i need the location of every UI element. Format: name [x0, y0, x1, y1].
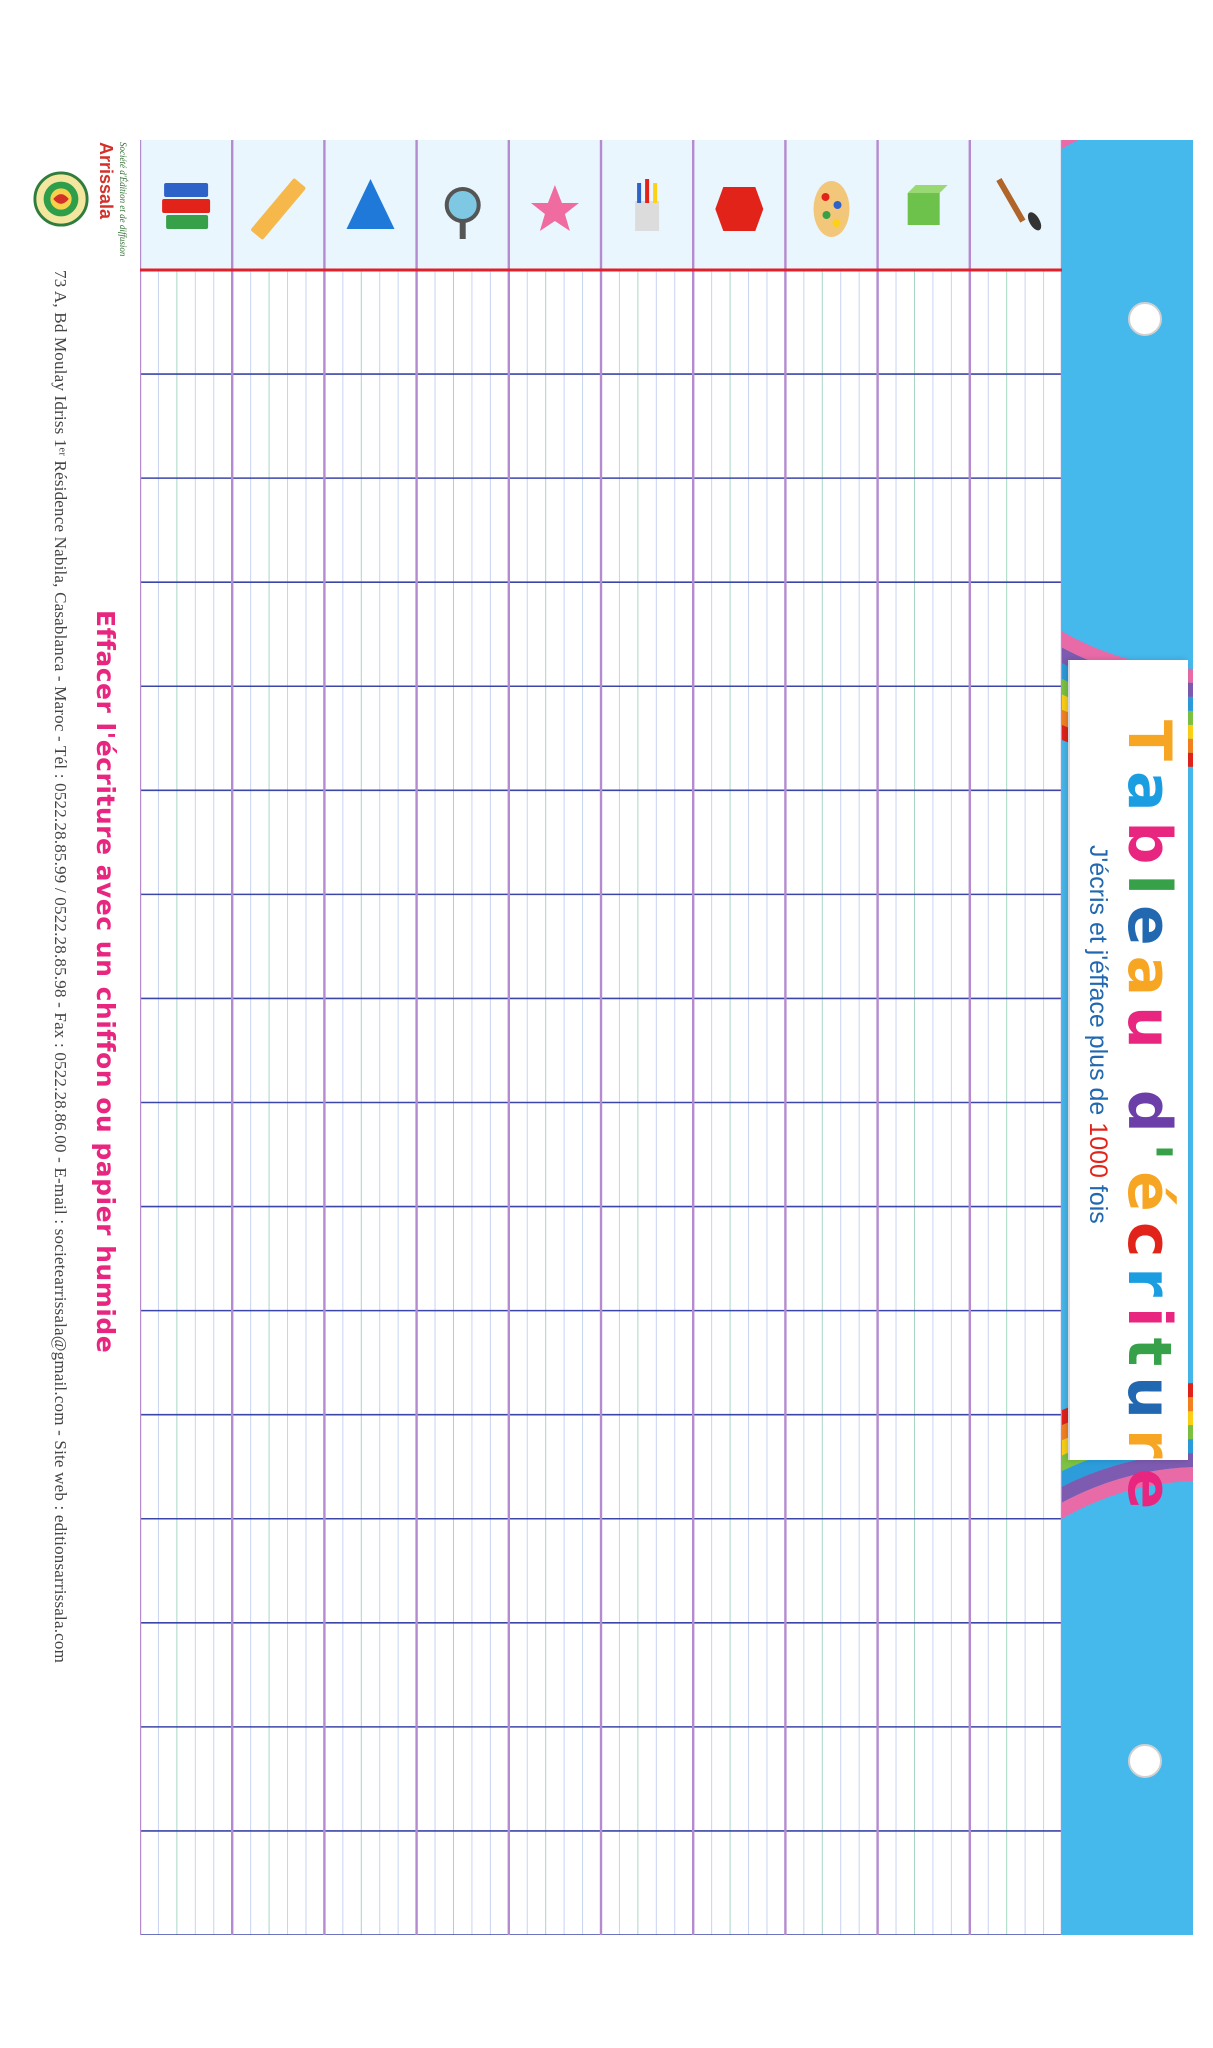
board-title: [1114, 720, 1184, 1519]
title-letter: i: [1114, 1306, 1184, 1338]
subtitle-number: 1000: [1084, 1122, 1112, 1178]
title-letter: l: [1114, 874, 1184, 905]
board-subtitle: [1083, 845, 1112, 1224]
title-letter: u: [1114, 1376, 1184, 1429]
hanging-hole-bottom: [1128, 1744, 1162, 1778]
title-letter: b: [1114, 821, 1184, 875]
paint-palette-icon: [814, 181, 850, 237]
red-prism-icon: [715, 187, 763, 231]
title-letter: r: [1114, 1428, 1184, 1469]
grid-lines: [140, 140, 1062, 1935]
title-letter: é: [1114, 1171, 1184, 1222]
subtitle-text-after: fois: [1084, 1177, 1112, 1224]
title-letter: a: [1114, 770, 1184, 822]
publisher-name: Arrissala: [96, 142, 116, 220]
title-letter: d: [1114, 1089, 1184, 1143]
title-letter: T: [1114, 720, 1184, 771]
publisher-address: 73 A, Bd Moulay Idriss 1ᵉʳ Résidence Nabila, Casablanca - Maroc - Tél : 0522.28.85.99 / 0522.28.85.98 - Fax : 0522.28.86.00 - E-mail : societearrissala@gmail.com - Site web : editionsarrissala.com: [51, 270, 70, 1664]
subtitle-text-before: J'écris et j'éfface plus de: [1084, 845, 1112, 1123]
title-letter: t: [1114, 1337, 1184, 1377]
title-letter: u: [1114, 1006, 1184, 1059]
hanging-hole-top: [1128, 302, 1162, 336]
title-letter: e: [1114, 1468, 1184, 1520]
title-letter: c: [1114, 1221, 1184, 1268]
publisher-logo: [32, 170, 90, 228]
title-letter: r: [1114, 1267, 1184, 1307]
erase-instruction: Effacer l'écriture avec un chiffon ou papier humide: [91, 610, 120, 1354]
title-letter: [1114, 1059, 1184, 1090]
title-letter: a: [1114, 955, 1184, 1007]
title-letter: e: [1114, 904, 1184, 956]
title-letter: ': [1114, 1142, 1184, 1172]
books-icon: [162, 183, 210, 229]
pencil-cup-icon: [635, 179, 659, 231]
publisher-tagline: Société d'Édition et de diffusion: [118, 142, 128, 257]
writing-grid: [140, 140, 1062, 1935]
